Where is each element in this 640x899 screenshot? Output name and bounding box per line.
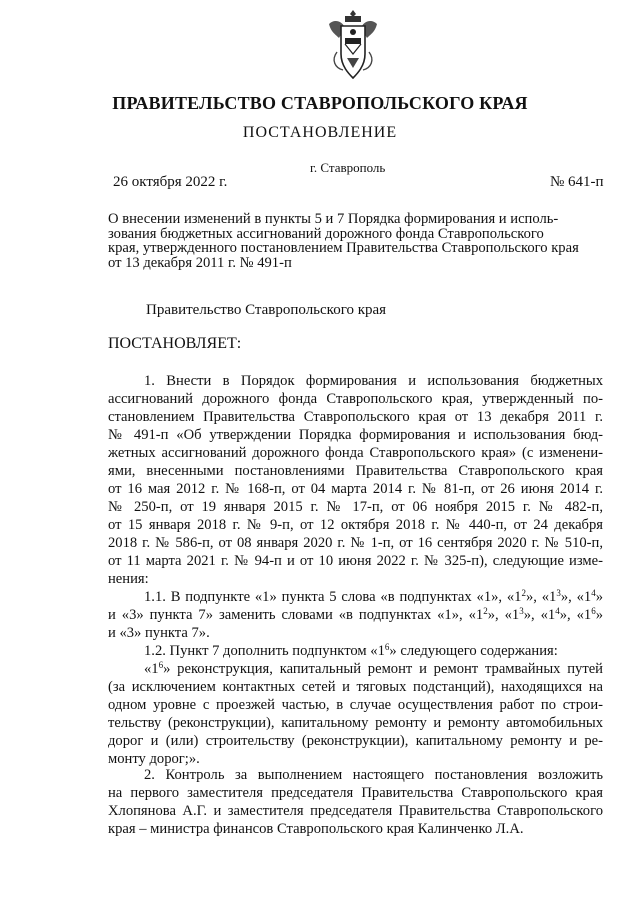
text-line: ями, внесенными постановлениями Правительства Ставропольского края xyxy=(108,463,603,479)
text-line: края – министра финансов Ставропольского края Калинченко Л.А. xyxy=(108,821,524,837)
document-number: № 641-п xyxy=(550,174,604,190)
text-line: № 250-п, от 19 января 2015 г. № 17-п, от 06 ноября 2015 г. № 482-п, xyxy=(108,499,603,515)
resolves-heading: ПОСТАНОВЛЯЕТ: xyxy=(108,335,242,352)
paragraph-2 xyxy=(108,766,603,838)
paragraph-1 xyxy=(108,372,603,768)
text-line: от 11 марта 2021 г. № 94-п и от 10 июня 2022 г. № 325-п), следующие изме- xyxy=(108,553,603,569)
text-line: от 16 мая 2012 г. № 168-п, от 04 марта 2014 г. № 81-п, от 26 июня 2014 г. xyxy=(108,481,603,497)
subparagraph-1-2-line: (за исключением контактных сетей и тяговых подстанций), находящихся на xyxy=(108,679,603,695)
text-line: 2. Контроль за выполнением настоящего постановления возложить xyxy=(144,767,603,783)
subparagraph-1-2-line: монту дорог;». xyxy=(108,751,200,767)
subject-line: зования бюджетных ассигнований дорожного фонда Ставропольского xyxy=(108,225,544,242)
government-title: ПРАВИТЕЛЬСТВО СТАВРОПОЛЬСКОГО КРАЯ xyxy=(112,93,528,113)
subject-line: края, утвержденного постановлением Правительства Ставропольского края xyxy=(108,240,579,256)
document-subject xyxy=(108,212,603,270)
text-line: от 15 января 2018 г. № 9-п, от 12 октября 2018 г. № 440-п, от 24 декабря xyxy=(108,517,603,533)
city: г. Ставрополь xyxy=(310,160,386,175)
text-line: № 491-п «Об утверждении Порядка формирования и использования бюд- xyxy=(108,427,603,443)
text-line: становлением Правительства Ставропольского края от 13 декабря 2011 г. xyxy=(108,409,603,425)
text-line: Хлопянова А.Г. и заместителя председателя Правительства Ставропольского xyxy=(108,803,603,819)
subparagraph-1-1-line: 1.1. В подпункте «1» пункта 5 слова «в подпунктах «1», «$1^2$», «$1^3$», «$1^4$» xyxy=(144,588,604,605)
coat-of-arms-emblem xyxy=(325,8,381,82)
subparagraph-1-2-line: тельству (реконструкции), капитальному ремонту и ремонту автомобильных xyxy=(108,715,603,731)
subject-line: от 13 декабря 2011 г. № 491-п xyxy=(108,254,292,271)
text-line: нения: xyxy=(108,571,149,587)
subparagraph-1-2-line: «$1^6$» реконструкция, капитальный ремонт и ремонт трамвайных путей xyxy=(144,660,603,677)
text-line: 2018 г. № 586-п, от 08 января 2020 г. № 1-п, от 16 сентября 2020 г. № 510-п, xyxy=(108,535,603,551)
subparagraph-1-2-line: одном уровне с проезжей частью, в случае осуществления работ по строи- xyxy=(108,697,603,713)
issuing-authority: Правительство Ставропольского края xyxy=(146,302,387,318)
subparagraph-1-1-line: и «3» пункта 7» заменить словами «в подпунктах «1», «$1^2$», «$1^3$», «$1^4$», «$1^6$» xyxy=(108,606,604,623)
document-type: ПОСТАНОВЛЕНИЕ xyxy=(242,124,398,141)
text-line: жетных ассигнований дорожного фонда Ставропольского края» (с изменени- xyxy=(108,445,603,461)
subparagraph-1-2-line: дорог и (или) строительству (реконструкции), капитальному ремонту и ре- xyxy=(108,733,603,749)
text-line: на первого заместителя председателя Правительства Ставропольского края xyxy=(108,785,603,801)
subparagraph-1-1-line: и «3» пункта 7». xyxy=(108,625,210,641)
subject-line: О внесении изменений в пункты 5 и 7 Порядка формирования и исполь- xyxy=(108,211,559,227)
text-line: 1. Внести в Порядок формирования и использования бюджетных xyxy=(144,373,603,389)
document-date: 26 октября 2022 г. xyxy=(113,174,228,190)
text-line: ассигнований дорожного фонда Ставропольского края, утвержденный по- xyxy=(108,391,603,407)
subparagraph-1-2-line: 1.2. Пункт 7 дополнить подпунктом «$1^6$» следующего содержания: xyxy=(144,642,558,659)
